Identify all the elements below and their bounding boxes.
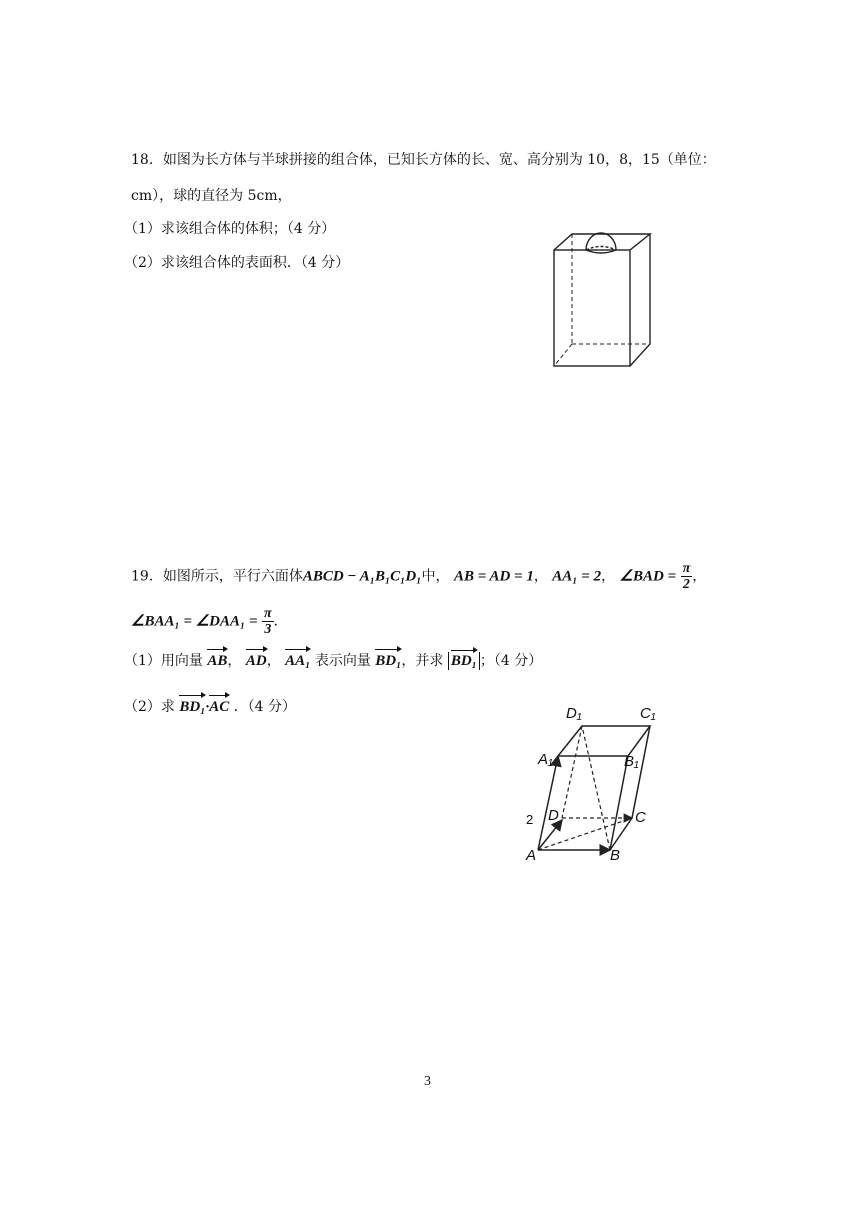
label-d: D [548, 807, 559, 824]
fraction-pi-over-3: $\frac{\pi}{3}$ [264, 606, 272, 637]
vector-bd1-2: BD₁ [179, 699, 206, 715]
q19-intro-prefix: 19．如图所示，平行六面体 [131, 568, 303, 585]
figure-parallelepiped [518, 700, 668, 865]
label-d1: D₁ [566, 705, 582, 722]
q19-intro [131, 561, 706, 592]
q18-part1: （1）求该组合体的体积；（4 分） [124, 221, 336, 237]
vector-ab: AB [207, 653, 228, 669]
q19-comma3: ， [692, 568, 707, 585]
q19-eq1: AB = AD = 1 [453, 568, 534, 585]
q19-angle-baa1: ∠BAA₁ = ∠DAA₁ = [131, 613, 258, 630]
label-b1: B₁ [624, 753, 639, 770]
label-c: C [635, 809, 646, 826]
dot-operator: · [205, 699, 210, 715]
q19-part1: （1）用向量 AB， AD， AA₁ 表示向量 BD₁，并求 BD₁ ；（4 分） [124, 653, 543, 669]
page-number: 3 [424, 1074, 431, 1089]
q19-solid: ABCD − A₁B₁C₁D₁ [302, 568, 422, 585]
vector-bd1: BD₁ [375, 653, 402, 669]
q19-period: ． [273, 613, 288, 630]
q19-angle-bad: ∠BAD = [619, 568, 677, 585]
vector-ac: AC [209, 699, 230, 715]
label-side-2: 2 [526, 812, 534, 827]
vector-ad: AD [245, 653, 267, 669]
q19-angle-line [131, 606, 288, 637]
q18-part2: （2）求该组合体的表面积．（4 分） [124, 255, 350, 271]
vector-aa1: AA₁ [285, 653, 311, 669]
fraction-pi-over-2: $\frac{\pi}{2}$ [682, 561, 691, 592]
q18-line2: cm），球的直径为 5cm， [131, 188, 292, 204]
q19-intro-mid: 中， [421, 568, 450, 585]
label-a: A [526, 847, 537, 864]
label-c1: C₁ [640, 705, 656, 722]
label-b: B [610, 847, 621, 864]
q19-eq2: AA₁ = 2 [552, 568, 602, 585]
label-a1: A₁ [538, 751, 553, 768]
q19-comma2: ， [601, 568, 616, 585]
q19-part2: （2）求 BD₁·AC ．（4 分） [124, 699, 297, 715]
figure-box-hemisphere [546, 216, 676, 376]
q18-line1: 18．如图为长方体与半球拼接的组合体，已知长方体的长、宽、高分别为 10，8，15（单位： [131, 152, 716, 168]
q19-comma1: ， [533, 568, 548, 585]
vector-bd1-magnitude: BD₁ [448, 652, 480, 670]
